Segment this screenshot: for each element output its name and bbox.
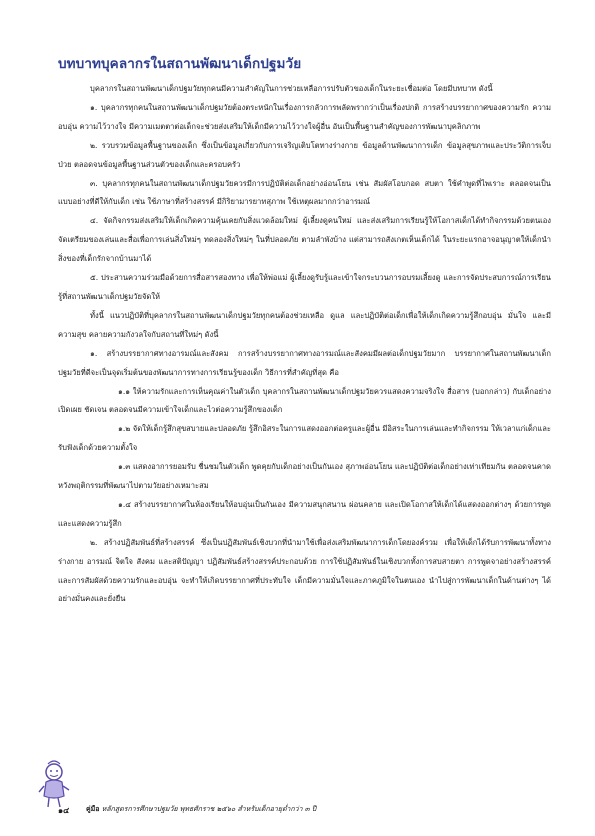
paragraph: ทั้งนี้ แนวปฏิบัติที่บุคลากรในสถานพัฒนาเด็กปฐมวัยทุกคนต้องช่วยเหลือ ดูแล และปฏิบัติต่อเด็กเพื่อให้เด็กเกิดความรู้สึกอบอุ่น มั่นใจ และมีความสุข คลายความกังวลใจกับสถานที่ใหม่ๆ ดังนี้ bbox=[58, 310, 551, 339]
paragraph: ๑. บุคลากรทุกคนในสถานพัฒนาเด็กปฐมวัยต้องตระหนักในเรื่องการกลัวการพลัดพรากว่าเป็นเรื่องปกติ การสร้างบรรยากาศของความรัก ความอบอุ่น ความไว้วางใจ มีความเมตตาต่อเด็กจะช่วยส่งเสริมให้เด็กมีความไว้วางใจผู้อื่น อันเป็นพื้นฐานสำคัญของการพัฒนาบุคลิกภาพ bbox=[58, 102, 551, 131]
paragraph: ๑.๑ ให้ความรักและการเห็นคุณค่าในตัวเด็ก บุคลากรในสถานพัฒนาเด็กปฐมวัยควรแสดงความจริงใจ สื่อสาร (บอกกล่าว) กับเด็กอย่างเปิดเผย ชัดเจน ตลอดจนมีความเข้าใจเด็กและไวต่อความรู้สึกของเด็ก bbox=[58, 386, 551, 415]
paragraph: ๒. รวบรวมข้อมูลพื้นฐานของเด็ก ซึ่งเป็นข้อมูลเกี่ยวกับการเจริญเติบโตทางร่างกาย ข้อมูลด้านพัฒนาการเด็ก ข้อมูลสุขภาพและประวัติการเจ็บป่วย ตลอดจนข้อมูลพื้นฐานส่วนตัวของเด็กและครอบครัว bbox=[58, 140, 551, 169]
body-text bbox=[58, 80, 551, 609]
paragraph: ๓. บุคลากรทุกคนในสถานพัฒนาเด็กปฐมวัยควรมีการปฏิบัติต่อเด็กอย่างอ่อนโยน เช่น สัมผัสโอบกอด สบตา ใช้คำพูดที่ไพเราะ ตลอดจนเป็นแบบอย่างที่ดีให้กับเด็ก เช่น ใช้ภาษาที่สร้างสรรค์ มีกิริยามารยาทสุภาพ ใช้เหตุผลมากกว่าอารมณ์ bbox=[58, 178, 551, 207]
page-number: ๑๔ bbox=[58, 806, 70, 815]
page-footer bbox=[38, 760, 558, 822]
footer-description: หลักสูตรการศึกษาปฐมวัย พุทธศักราช ๒๕๖๐ สำหรับเด็กอายุต่ำกว่า ๓ ปี bbox=[101, 805, 317, 813]
paragraph: ๕. ประสานความร่วมมือด้วยการสื่อสารสองทาง เพื่อให้พ่อแม่ ผู้เลี้ยงดูรับรู้และเข้าใจกระบวนการอบรมเลี้ยงดู และการจัดประสบการณ์การเรียนรู้ที่สถานพัฒนาเด็กปฐมวัยจัดให้ bbox=[58, 273, 551, 301]
footer-caption bbox=[86, 804, 316, 815]
paragraph: ๑. สร้างบรรยากาศทางอารมณ์และสังคม การสร้างบรรยากาศทางอารมณ์และสังคมมีผลต่อเด็กปฐมวัยมาก บรรยากาศในสถานพัฒนาเด็กปฐมวัยที่ดีจะเป็นจุดเริ่มต้นของพัฒนาการทางการเรียนรู้ของเด็ก วิธีการที่สำคัญที่สุด คือ bbox=[58, 348, 551, 377]
paragraph: ๒. สร้างปฏิสัมพันธ์ที่สร้างสรรค์ ซึ่งเป็นปฏิสัมพันธ์เชิงบวกที่นำมาใช้เพื่อส่งเสริมพัฒนาการเด็กโดยองค์รวม เพื่อให้เด็กได้รับการพัฒนาทั้งทางร่างกาย อารมณ์ จิตใจ สังคม และสติปัญญา ปฏิสัมพันธ์สร้างสรรค์ประกอบด้วย การใช้ปฏิสัมพันธ์ในเชิงบวกทั้งการสบสายตา การพูดจาอย่างสร้างสรรค์ และการสัมผัสด้วยความรักและอบอุ่น จะทำให้เกิดบรรยากาศที่ประทับใจ เด็กมีความมั่นใจและภาคภูมิใจในตนเอง นำไปสู่การพัฒนาเด็กในด้านต่างๆ ได้อย่างมั่นคงและยั่งยืน bbox=[58, 537, 551, 604]
paragraph: ๑.๔ สร้างบรรยากาศในห้องเรียนให้อบอุ่นเป็นกันเอง มีความสนุกสนาน ผ่อนคลาย และเปิดโอกาสให้เด็กได้แสดงออกต่างๆ ด้วยการพูดและแสดงความรู้สึก bbox=[58, 499, 551, 528]
paragraph: ๔. จัดกิจกรรมส่งเสริมให้เด็กเกิดความคุ้นเคยกับสิ่งแวดล้อมใหม่ ผู้เลี้ยงดูคนใหม่ และส่งเสริมการเรียนรู้ให้โอกาสเด็กได้ทำกิจกรรมด้วยตนเอง จัดเตรียมของเล่นและสื่อเพื่อการเล่นสิ่งใหม่ๆ ทดลองสิ่งใหม่ๆ ในที่ปลอดภัย ตามลำพังบ้าง แต่สามารถสังเกตเห็นเด็กได้ ในระยะแรกอาจอนุญาตให้เด็กนำสิ่งของที่เด็กรักจากบ้านมาได้ bbox=[58, 216, 551, 264]
footer-lead: คู่มือ bbox=[86, 805, 100, 813]
paragraph: บุคลากรในสถานพัฒนาเด็กปฐมวัยทุกคนมีความสำคัญในการช่วยเหลือการปรับตัวของเด็กในระยะเชื่อมต่อ โดยมีบทบาท ดังนี้ bbox=[90, 84, 493, 93]
paragraph: ๑.๓ แสดงอาการยอมรับ ชื่นชมในตัวเด็ก พูดคุยกับเด็กอย่างเป็นกันเอง สุภาพอ่อนโยน และปฏิบัติต่อเด็กอย่างเท่าเทียมกัน ตลอดจนคาดหวังพฤติกรรมที่พัฒนาไปตามวัยอย่างเหมาะสม bbox=[58, 462, 551, 491]
page-title: บทบาทบุคลากรในสถานพัฒนาเด็กปฐมวัย bbox=[58, 56, 302, 72]
paragraph: ๑.๒ จัดให้เด็กรู้สึกสุขสบายและปลอดภัย รู้สึกอิสระในการแสดงออกต่อครูและผู้อื่น มีอิสระในการเล่นและทำกิจกรรม ให้เวลาแก่เด็กและรับฟังเด็กด้วยความตั้งใจ bbox=[58, 424, 551, 453]
